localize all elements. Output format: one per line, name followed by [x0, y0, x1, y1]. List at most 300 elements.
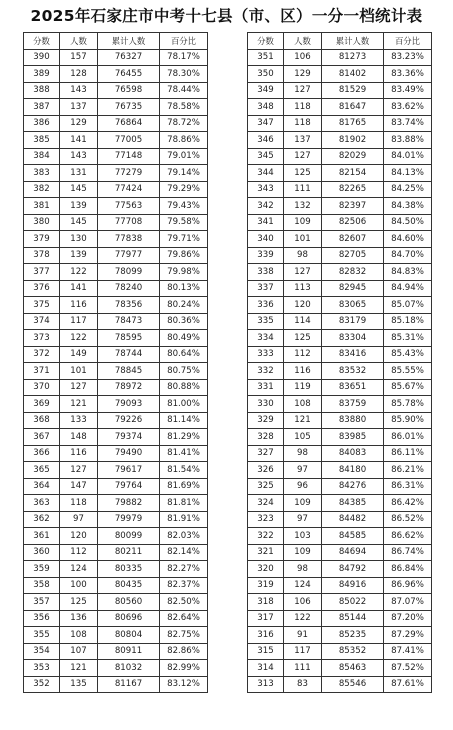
cell-percent: 82.14% [160, 544, 208, 561]
cell-score: 325 [248, 478, 284, 495]
cell-cumulative: 83532 [322, 363, 384, 380]
cell-percent: 80.88% [160, 379, 208, 396]
cell-percent: 86.21% [384, 462, 432, 479]
cell-score: 358 [24, 577, 60, 594]
table-row [24, 660, 208, 677]
cell-percent: 84.50% [384, 214, 432, 231]
cell-count: 113 [284, 280, 322, 297]
cell-count: 145 [60, 214, 98, 231]
cell-count: 117 [284, 643, 322, 660]
table-row [248, 627, 432, 644]
cell-score: 316 [248, 627, 284, 644]
cell-score: 322 [248, 528, 284, 545]
cell-cumulative: 82154 [322, 165, 384, 182]
cell-cumulative: 81402 [322, 66, 384, 83]
cell-percent: 84.13% [384, 165, 432, 182]
cell-count: 116 [284, 363, 322, 380]
cell-cumulative: 84083 [322, 445, 384, 462]
cell-cumulative: 76455 [98, 66, 160, 83]
cell-score: 360 [24, 544, 60, 561]
cell-percent: 81.91% [160, 511, 208, 528]
cell-cumulative: 81765 [322, 115, 384, 132]
cell-percent: 86.52% [384, 511, 432, 528]
cell-cumulative: 78744 [98, 346, 160, 363]
cell-score: 349 [248, 82, 284, 99]
cell-cumulative: 79764 [98, 478, 160, 495]
cell-count: 124 [284, 577, 322, 594]
table-row [24, 610, 208, 627]
header-percent: 百分比 [160, 33, 208, 50]
cell-score: 364 [24, 478, 60, 495]
cell-score: 321 [248, 544, 284, 561]
cell-score: 356 [24, 610, 60, 627]
cell-cumulative: 85144 [322, 610, 384, 627]
score-table-left [23, 32, 208, 693]
cell-percent: 83.49% [384, 82, 432, 99]
cell-count: 111 [284, 181, 322, 198]
table-row [248, 544, 432, 561]
cell-cumulative: 76735 [98, 99, 160, 116]
cell-score: 330 [248, 396, 284, 413]
table-row [248, 297, 432, 314]
cell-count: 145 [60, 181, 98, 198]
cell-score: 328 [248, 429, 284, 446]
cell-count: 101 [60, 363, 98, 380]
cell-count: 109 [284, 214, 322, 231]
table-row [248, 594, 432, 611]
table-row [248, 396, 432, 413]
table-row [248, 214, 432, 231]
cell-score: 317 [248, 610, 284, 627]
table-row [24, 594, 208, 611]
cell-cumulative: 76598 [98, 82, 160, 99]
cell-score: 340 [248, 231, 284, 248]
cell-count: 120 [60, 528, 98, 545]
cell-percent: 83.12% [160, 676, 208, 693]
table-row [248, 198, 432, 215]
cell-count: 149 [60, 346, 98, 363]
cell-score: 357 [24, 594, 60, 611]
cell-count: 147 [60, 478, 98, 495]
cell-score: 338 [248, 264, 284, 281]
cell-percent: 78.58% [160, 99, 208, 116]
cell-count: 127 [60, 462, 98, 479]
cell-percent: 84.01% [384, 148, 432, 165]
table-row [24, 561, 208, 578]
table-row [248, 462, 432, 479]
cell-cumulative: 79490 [98, 445, 160, 462]
table-row [248, 429, 432, 446]
cell-percent: 83.36% [384, 66, 432, 83]
cell-percent: 82.27% [160, 561, 208, 578]
cell-percent: 82.86% [160, 643, 208, 660]
cell-cumulative: 77563 [98, 198, 160, 215]
cell-cumulative: 83880 [322, 412, 384, 429]
cell-score: 315 [248, 643, 284, 660]
cell-score: 389 [24, 66, 60, 83]
cell-percent: 83.74% [384, 115, 432, 132]
header-score: 分数 [24, 33, 60, 50]
cell-score: 343 [248, 181, 284, 198]
cell-score: 372 [24, 346, 60, 363]
table-row [248, 379, 432, 396]
cell-count: 98 [284, 247, 322, 264]
cell-count: 106 [284, 49, 322, 66]
cell-percent: 86.96% [384, 577, 432, 594]
table-row [24, 528, 208, 545]
cell-count: 96 [284, 478, 322, 495]
table-row [248, 231, 432, 248]
cell-score: 355 [24, 627, 60, 644]
cell-count: 118 [284, 99, 322, 116]
cell-count: 109 [284, 495, 322, 512]
table-row [248, 280, 432, 297]
table-row [24, 264, 208, 281]
cell-score: 384 [24, 148, 60, 165]
cell-cumulative: 77424 [98, 181, 160, 198]
cell-cumulative: 84180 [322, 462, 384, 479]
cell-cumulative: 83651 [322, 379, 384, 396]
table-row [24, 412, 208, 429]
cell-cumulative: 85235 [322, 627, 384, 644]
cell-percent: 87.07% [384, 594, 432, 611]
cell-count: 137 [284, 132, 322, 149]
cell-cumulative: 79617 [98, 462, 160, 479]
cell-count: 101 [284, 231, 322, 248]
cell-percent: 84.60% [384, 231, 432, 248]
cell-count: 128 [60, 66, 98, 83]
cell-cumulative: 82265 [322, 181, 384, 198]
cell-cumulative: 84916 [322, 577, 384, 594]
cell-percent: 84.25% [384, 181, 432, 198]
table-row [24, 330, 208, 347]
cell-cumulative: 79882 [98, 495, 160, 512]
cell-percent: 86.62% [384, 528, 432, 545]
table-row [248, 99, 432, 116]
table-row [24, 214, 208, 231]
cell-count: 121 [284, 412, 322, 429]
cell-percent: 83.88% [384, 132, 432, 149]
cell-count: 91 [284, 627, 322, 644]
cell-count: 121 [60, 396, 98, 413]
cell-score: 362 [24, 511, 60, 528]
cell-percent: 79.98% [160, 264, 208, 281]
cell-score: 366 [24, 445, 60, 462]
cell-count: 121 [60, 660, 98, 677]
cell-percent: 78.44% [160, 82, 208, 99]
cell-score: 379 [24, 231, 60, 248]
cell-count: 129 [60, 115, 98, 132]
cell-cumulative: 83065 [322, 297, 384, 314]
cell-cumulative: 82705 [322, 247, 384, 264]
cell-cumulative: 80435 [98, 577, 160, 594]
cell-score: 339 [248, 247, 284, 264]
cell-count: 112 [284, 346, 322, 363]
table-row [24, 297, 208, 314]
cell-count: 125 [284, 165, 322, 182]
table-row [248, 82, 432, 99]
cell-percent: 78.17% [160, 49, 208, 66]
cell-percent: 79.14% [160, 165, 208, 182]
table-row [24, 544, 208, 561]
cell-cumulative: 78240 [98, 280, 160, 297]
cell-score: 331 [248, 379, 284, 396]
cell-count: 114 [284, 313, 322, 330]
cell-percent: 83.62% [384, 99, 432, 116]
cell-count: 133 [60, 412, 98, 429]
cell-score: 337 [248, 280, 284, 297]
cell-score: 329 [248, 412, 284, 429]
cell-cumulative: 85546 [322, 676, 384, 693]
table-header-row [248, 33, 432, 50]
cell-count: 83 [284, 676, 322, 693]
cell-count: 124 [60, 561, 98, 578]
cell-cumulative: 81647 [322, 99, 384, 116]
table-body-right [248, 49, 432, 693]
cell-score: 323 [248, 511, 284, 528]
cell-percent: 87.20% [384, 610, 432, 627]
cell-count: 139 [60, 198, 98, 215]
table-row [24, 363, 208, 380]
cell-percent: 85.78% [384, 396, 432, 413]
table-row [24, 165, 208, 182]
table-row [248, 49, 432, 66]
cell-score: 385 [24, 132, 60, 149]
cell-cumulative: 81273 [322, 49, 384, 66]
header-percent: 百分比 [384, 33, 432, 50]
cell-count: 136 [60, 610, 98, 627]
table-row [248, 643, 432, 660]
table-row [24, 676, 208, 693]
cell-percent: 80.75% [160, 363, 208, 380]
cell-percent: 85.07% [384, 297, 432, 314]
cell-percent: 81.81% [160, 495, 208, 512]
cell-percent: 81.41% [160, 445, 208, 462]
table-row [24, 148, 208, 165]
table-row [248, 313, 432, 330]
cell-percent: 87.61% [384, 676, 432, 693]
header-cumulative: 累计人数 [322, 33, 384, 50]
cell-percent: 84.38% [384, 198, 432, 215]
cell-cumulative: 78972 [98, 379, 160, 396]
cell-score: 359 [24, 561, 60, 578]
cell-score: 324 [248, 495, 284, 512]
cell-percent: 79.58% [160, 214, 208, 231]
table-row [24, 247, 208, 264]
cell-cumulative: 81032 [98, 660, 160, 677]
cell-count: 132 [284, 198, 322, 215]
cell-score: 320 [248, 561, 284, 578]
cell-count: 122 [60, 264, 98, 281]
cell-count: 127 [284, 264, 322, 281]
cell-percent: 85.31% [384, 330, 432, 347]
cell-count: 100 [60, 577, 98, 594]
table-row [24, 49, 208, 66]
cell-cumulative: 79979 [98, 511, 160, 528]
table-row [24, 313, 208, 330]
table-row [248, 561, 432, 578]
cell-score: 352 [24, 676, 60, 693]
cell-score: 378 [24, 247, 60, 264]
table-row [248, 181, 432, 198]
cell-score: 332 [248, 363, 284, 380]
cell-cumulative: 82607 [322, 231, 384, 248]
table-row [248, 148, 432, 165]
table-row [248, 330, 432, 347]
table-row [24, 379, 208, 396]
table-row [24, 396, 208, 413]
cell-count: 97 [60, 511, 98, 528]
table-row [248, 346, 432, 363]
table-row [24, 280, 208, 297]
cell-cumulative: 76327 [98, 49, 160, 66]
cell-percent: 86.84% [384, 561, 432, 578]
cell-count: 105 [284, 429, 322, 446]
cell-percent: 81.69% [160, 478, 208, 495]
cell-cumulative: 77838 [98, 231, 160, 248]
header-score: 分数 [248, 33, 284, 50]
cell-percent: 79.43% [160, 198, 208, 215]
table-row [24, 198, 208, 215]
cell-percent: 82.37% [160, 577, 208, 594]
cell-cumulative: 77977 [98, 247, 160, 264]
cell-score: 387 [24, 99, 60, 116]
table-row [248, 363, 432, 380]
table-row [24, 429, 208, 446]
cell-cumulative: 80560 [98, 594, 160, 611]
cell-count: 112 [60, 544, 98, 561]
cell-cumulative: 82945 [322, 280, 384, 297]
cell-score: 326 [248, 462, 284, 479]
cell-score: 351 [248, 49, 284, 66]
cell-count: 111 [284, 660, 322, 677]
cell-percent: 82.50% [160, 594, 208, 611]
cell-score: 314 [248, 660, 284, 677]
table-row [248, 66, 432, 83]
cell-score: 370 [24, 379, 60, 396]
cell-percent: 85.67% [384, 379, 432, 396]
cell-count: 157 [60, 49, 98, 66]
page-title: 2025年石家庄市中考十七县（市、区）一分一档统计表 [30, 7, 423, 25]
cell-percent: 78.72% [160, 115, 208, 132]
cell-score: 367 [24, 429, 60, 446]
cell-percent: 85.55% [384, 363, 432, 380]
cell-percent: 79.86% [160, 247, 208, 264]
table-row [24, 115, 208, 132]
header-count: 人数 [284, 33, 322, 50]
table-row [248, 610, 432, 627]
table-row [248, 495, 432, 512]
table-row [24, 495, 208, 512]
cell-score: 380 [24, 214, 60, 231]
cell-score: 336 [248, 297, 284, 314]
cell-cumulative: 83416 [322, 346, 384, 363]
cell-score: 346 [248, 132, 284, 149]
cell-count: 143 [60, 148, 98, 165]
cell-cumulative: 78595 [98, 330, 160, 347]
cell-percent: 82.64% [160, 610, 208, 627]
cell-cumulative: 81902 [322, 132, 384, 149]
cell-percent: 80.64% [160, 346, 208, 363]
cell-cumulative: 77148 [98, 148, 160, 165]
cell-count: 135 [60, 676, 98, 693]
cell-score: 363 [24, 495, 60, 512]
cell-cumulative: 84385 [322, 495, 384, 512]
cell-count: 141 [60, 280, 98, 297]
cell-percent: 84.83% [384, 264, 432, 281]
table-row [248, 577, 432, 594]
cell-percent: 79.01% [160, 148, 208, 165]
cell-cumulative: 80211 [98, 544, 160, 561]
cell-percent: 87.52% [384, 660, 432, 677]
cell-score: 368 [24, 412, 60, 429]
cell-score: 365 [24, 462, 60, 479]
cell-score: 341 [248, 214, 284, 231]
cell-count: 117 [60, 313, 98, 330]
cell-percent: 82.99% [160, 660, 208, 677]
cell-count: 107 [60, 643, 98, 660]
cell-score: 386 [24, 115, 60, 132]
table-row [24, 643, 208, 660]
table-row [24, 66, 208, 83]
cell-cumulative: 78473 [98, 313, 160, 330]
table-row [248, 676, 432, 693]
cell-count: 119 [284, 379, 322, 396]
cell-score: 333 [248, 346, 284, 363]
table-row [24, 231, 208, 248]
cell-count: 148 [60, 429, 98, 446]
cell-score: 388 [24, 82, 60, 99]
cell-count: 116 [60, 297, 98, 314]
cell-count: 97 [284, 462, 322, 479]
cell-cumulative: 77708 [98, 214, 160, 231]
cell-score: 373 [24, 330, 60, 347]
cell-percent: 81.14% [160, 412, 208, 429]
cell-count: 122 [60, 330, 98, 347]
cell-score: 382 [24, 181, 60, 198]
cell-cumulative: 80099 [98, 528, 160, 545]
cell-percent: 82.75% [160, 627, 208, 644]
cell-count: 108 [60, 627, 98, 644]
table-row [24, 99, 208, 116]
table-row [248, 445, 432, 462]
cell-percent: 79.71% [160, 231, 208, 248]
cell-cumulative: 83985 [322, 429, 384, 446]
cell-count: 139 [60, 247, 98, 264]
cell-count: 131 [60, 165, 98, 182]
table-row [248, 247, 432, 264]
table-row [248, 115, 432, 132]
cell-cumulative: 82397 [322, 198, 384, 215]
cell-cumulative: 80696 [98, 610, 160, 627]
table-row [248, 264, 432, 281]
cell-cumulative: 84792 [322, 561, 384, 578]
cell-score: 335 [248, 313, 284, 330]
cell-cumulative: 80335 [98, 561, 160, 578]
cell-count: 127 [284, 148, 322, 165]
cell-cumulative: 76864 [98, 115, 160, 132]
table-row [248, 511, 432, 528]
cell-score: 371 [24, 363, 60, 380]
cell-percent: 86.01% [384, 429, 432, 446]
cell-cumulative: 85463 [322, 660, 384, 677]
cell-cumulative: 78845 [98, 363, 160, 380]
cell-percent: 81.00% [160, 396, 208, 413]
cell-score: 318 [248, 594, 284, 611]
cell-cumulative: 85352 [322, 643, 384, 660]
cell-score: 342 [248, 198, 284, 215]
cell-score: 345 [248, 148, 284, 165]
